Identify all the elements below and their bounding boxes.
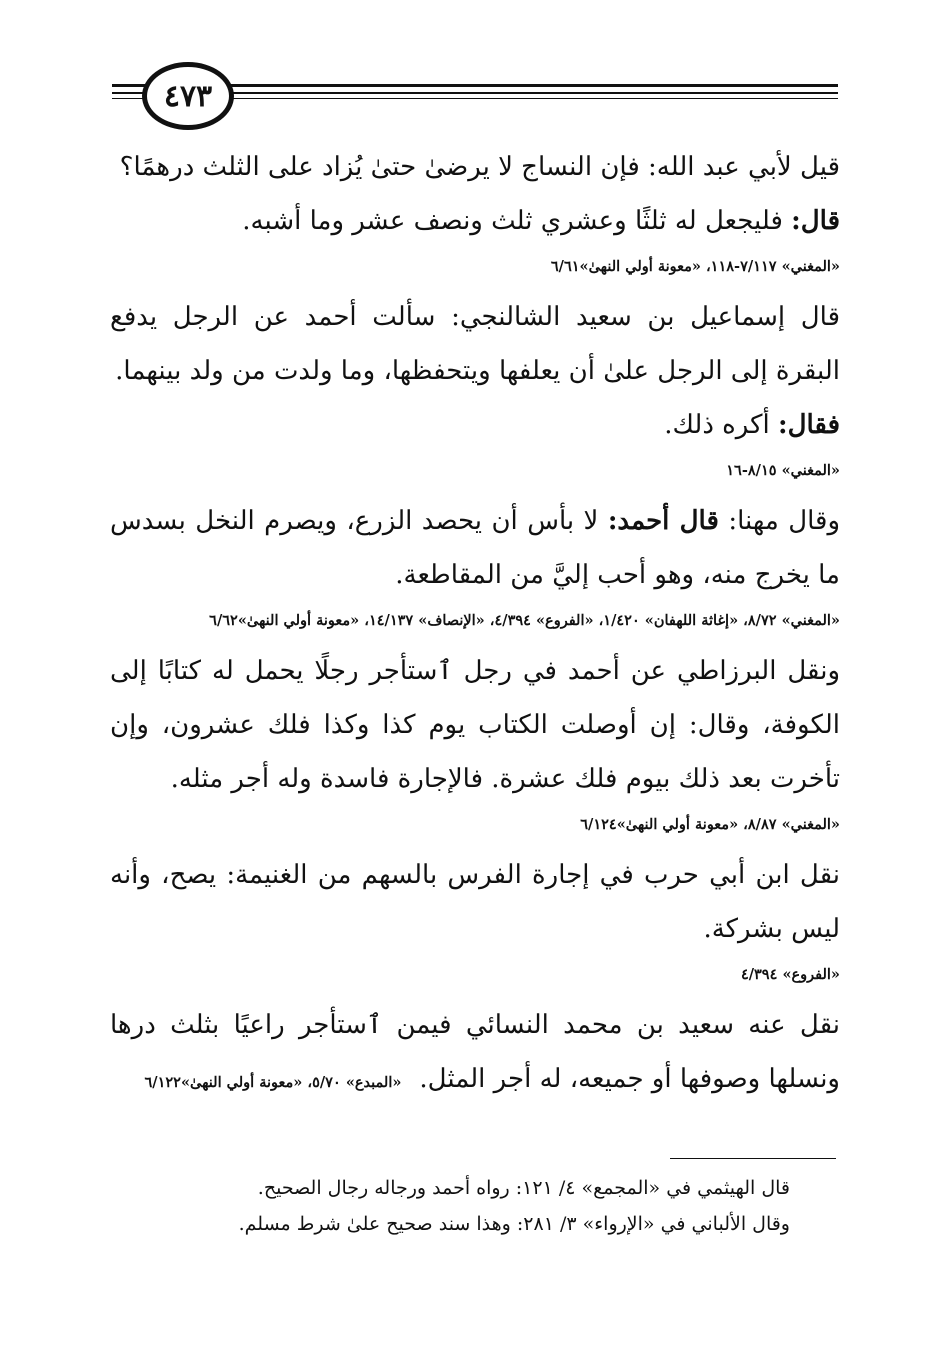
source-citation: «الفروع» ٤/٣٩٤ xyxy=(740,966,840,983)
page-number: ٤٧٣ xyxy=(142,62,234,130)
paragraph: نقل عنه سعيد بن محمد النسائي فيمن ٱستأجر راعيًا بثلث درها ونسلها وصوفها أو جميعه، له أجر المثل.«المبدع» ٥/٧٠، «معونة أولي النهىٰ»٦/١٢٢ xyxy=(110,1010,840,1094)
entry-block xyxy=(110,644,840,840)
footnotes xyxy=(150,1170,790,1242)
page-header xyxy=(112,62,838,126)
entry-block xyxy=(110,998,840,1110)
entry-block xyxy=(110,140,840,282)
paragraph: قيل لأبي عبد الله: فإن النساج لا يرضىٰ حتىٰ يُزاد على الثلث درهمًا؟ xyxy=(119,152,840,182)
paragraph: فقال: أكره ذلك. xyxy=(664,410,840,440)
paragraph: ونقل البرزاطي عن أحمد في رجل ٱستأجر رجلًا يحمل له كتابًا إلى الكوفة، وقال: إن أوصلت الكتاب يوم كذا وكذا فلك عشرون، وإن تأخرت بعد ذلك بيوم فلك عشرة. فالإجارة فاسدة وله أجر مثله. xyxy=(110,656,840,794)
page-body xyxy=(110,140,840,1110)
entry-block xyxy=(110,290,840,486)
entry-block xyxy=(110,848,840,990)
source-citation: «المغني» ٨/٨٧، «معونة أولي النهىٰ»٦/١٢٤ xyxy=(580,816,840,833)
paragraph: وقال مهنا: قال أحمد: لا بأس أن يحصد الزرع، ويصرم النخل بسدس ما يخرج منه، وهو أحب إليَّ من المقاطعة. xyxy=(110,506,840,590)
footnote-separator xyxy=(670,1158,836,1159)
paragraph: قال: فليجعل له ثلثًا وعشري ثلث ونصف عشر وما أشبه. xyxy=(242,206,840,236)
paragraph: قال إسماعيل بن سعيد الشالنجي: سألت أحمد عن الرجل يدفع البقرة إلى الرجل علىٰ أن يعلفها ويتحفظها، وما ولدت من ولد بينهما. xyxy=(110,302,840,386)
source-citation: «المغني» ٨/١٥-١٦ xyxy=(726,462,840,479)
footnote: قال الهيثمي في «المجمع» ٤/ ١٢١: رواه أحمد ورجاله رجال الصحيح. xyxy=(257,1177,790,1199)
entry-block xyxy=(110,494,840,636)
paragraph: نقل ابن أبي حرب في إجارة الفرس بالسهم من الغنيمة: يصح، وأنه ليس بشركة. xyxy=(110,860,840,944)
source-citation: «المغني» ٨/٧٢، «إغاثة اللهفان» ١/٤٢٠، «الفروع» ٤/٣٩٤، «الإنصاف» ١٤/١٣٧، «معونة أولي النهىٰ»٦/٦٢ xyxy=(209,612,840,629)
source-citation: «المغني» ٧/١١٧-١١٨، «معونة أولي النهىٰ»٦/٦١ xyxy=(550,258,840,275)
source-citation: «المبدع» ٥/٧٠، «معونة أولي النهىٰ»٦/١٢٢ xyxy=(144,1074,402,1091)
footnote: وقال الألباني في «الإرواء» ٣/ ٢٨١: وهذا سند صحيح علىٰ شرط مسلم. xyxy=(238,1213,790,1235)
